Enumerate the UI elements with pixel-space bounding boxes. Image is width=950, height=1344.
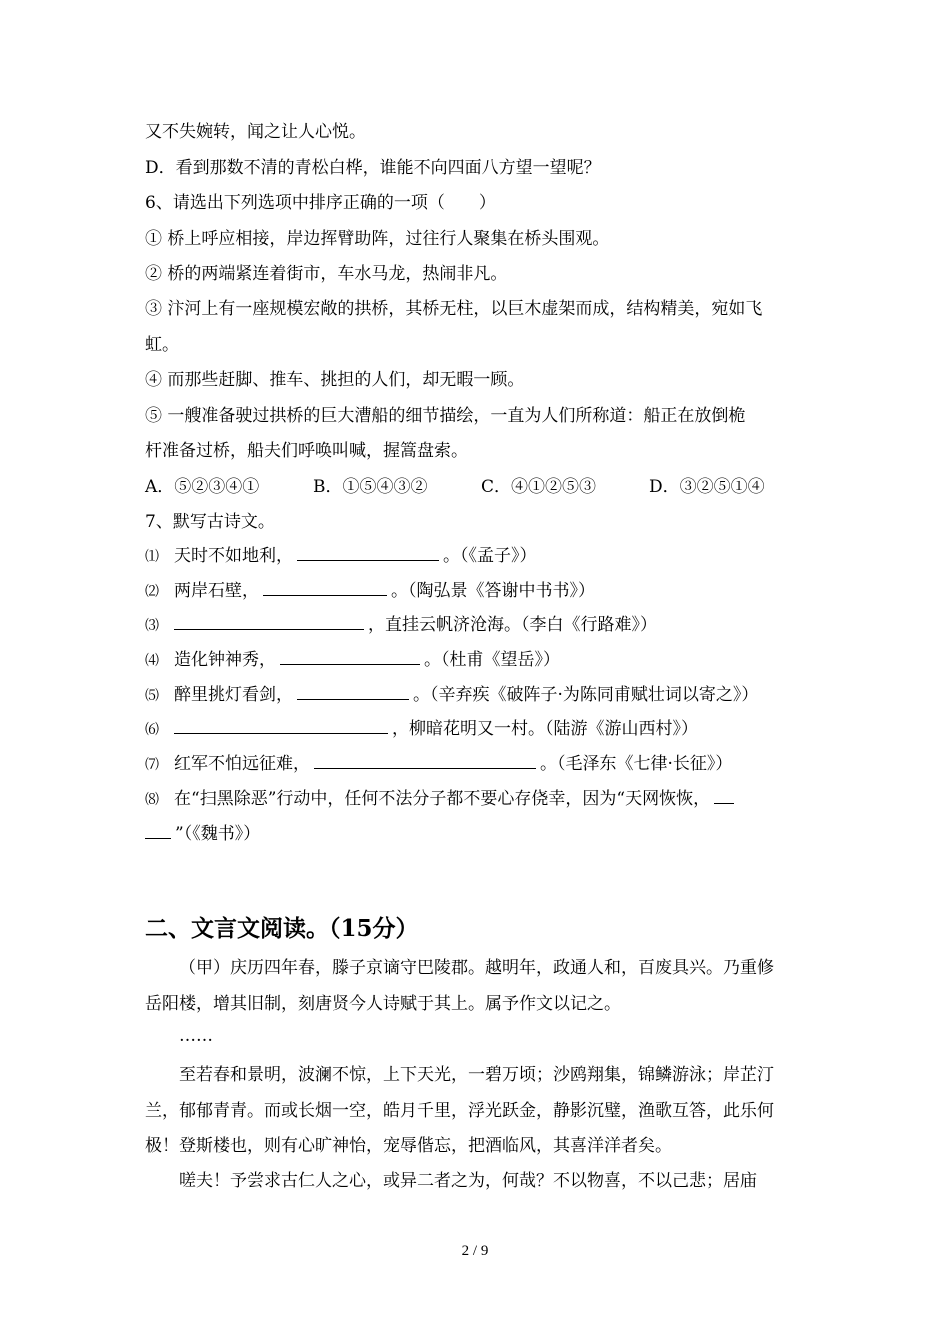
poem-line-1: ⑴ 天时不如地利， 。（《孟子》） [145,543,537,568]
item-label: ⑷ [145,653,159,669]
passage-paragraph-2: 至若春和景明，波澜不惊，上下天光，一碧万顷；沙鸥翔集，锦鳞游泳；岸芷汀 [179,1065,774,1085]
sentence-2: ② 桥的两端紧连着街市，车水马龙，热闹非凡。 [145,264,508,284]
option-d-text: D．看到那数不清的青松白桦，谁能不向四面八方望一望呢？ [145,158,601,178]
sentence-5-cont: 杆准备过桥，船夫们呼唤叫喊，握篙盘索。 [145,441,468,461]
answer-blank[interactable] [714,786,734,804]
option-d: D．③②⑤①④ [649,477,765,497]
poem-line-3: ⑶ ，直挂云帆济沧海。（李白《行路难》） [145,612,657,637]
passage-paragraph-2-end: 极！登斯楼也，则有心旷神怡，宠辱偕忘，把酒临风，其喜洋洋者矣。 [145,1136,672,1156]
answer-blank[interactable] [314,751,536,769]
item-label: ⑴ [145,549,159,565]
item-label: ⑻ [145,792,159,808]
option-a: A．⑤②③④① [145,477,260,497]
poem-line-8-cont: ”（《魏书》） [145,821,260,845]
answer-blank[interactable] [174,716,388,734]
sentence-4: ④ 而那些赶脚、推车、挑担的人们，却无暇一顾。 [145,370,525,390]
answer-blank[interactable] [297,543,439,561]
question-6: 6、请选出下列选项中排序正确的一项（ ） [145,193,496,213]
item-label: ⑵ [145,584,159,600]
page-number: 2 / 9 [461,1243,489,1259]
sentence-1: ① 桥上呼应相接，岸边挥臂助阵，过往行人聚集在桥头围观。 [145,229,610,249]
section-2-title: 二、文言文阅读。（15分） [145,915,419,942]
sentence-3: ③ 汴河上有一座规模宏敞的拱桥，其桥无柱，以巨木虚架而成，结构精美，宛如飞 [145,299,763,319]
answer-options [145,476,765,498]
question-7: 7、默写古诗文。 [145,512,275,532]
poem-line-6: ⑹ ，柳暗花明又一村。（陆游《游山西村》） [145,716,698,741]
text-line: 又不失婉转，闻之让人心悦。 [145,122,366,142]
sentence-5: ⑤ 一艘准备驶过拱桥的巨大漕船的细节描绘，一直为人们所称道：船正在放倒桅 [145,406,746,426]
item-label: ⑹ [145,722,159,738]
item-label: ⑸ [145,688,159,704]
answer-blank[interactable] [174,612,364,630]
passage-ellipsis: …… [179,1026,213,1046]
poem-line-5: ⑸ 醉里挑灯看剑， 。（辛弃疾《破阵子·为陈同甫赋壮词以寄之》） [145,682,758,707]
item-label: ⑺ [145,757,159,773]
poem-line-4: ⑷ 造化钟神秀， 。（杜甫《望岳》） [145,647,560,672]
poem-line-8: ⑻ 在“扫黑除恶”行动中，任何不法分子都不要心存侥幸，因为“天网恢恢， [145,786,738,811]
passage-paragraph-1-cont: 岳阳楼，增其旧制，刻唐贤今人诗赋于其上。属予作文以记之。 [145,994,621,1014]
poem-line-7: ⑺ 红军不怕远征难， 。（毛泽东《七律·长征》） [145,751,732,776]
sentence-3-cont: 虹。 [145,335,179,355]
option-c: C．④①②⑤③ [481,477,597,497]
passage-paragraph-3: 嗟夫！予尝求古仁人之心，或异二者之为，何哉？不以物喜，不以己悲；居庙 [179,1171,757,1191]
answer-blank[interactable] [297,682,409,700]
passage-paragraph-1: （甲）庆历四年春，滕子京谪守巴陵郡。越明年，政通人和，百废具兴。乃重修 [179,958,774,978]
poem-line-2: ⑵ 两岸石壁， 。（陶弘景《答谢中书书》） [145,578,595,603]
passage-paragraph-2-cont: 兰，郁郁青青。而或长烟一空，皓月千里，浮光跃金，静影沉璧，渔歌互答，此乐何 [145,1101,774,1121]
answer-blank[interactable] [145,821,171,839]
answer-blank[interactable] [280,647,420,665]
option-b: B．①⑤④③② [313,477,428,497]
answer-blank[interactable] [263,578,387,596]
item-label: ⑶ [145,618,159,634]
